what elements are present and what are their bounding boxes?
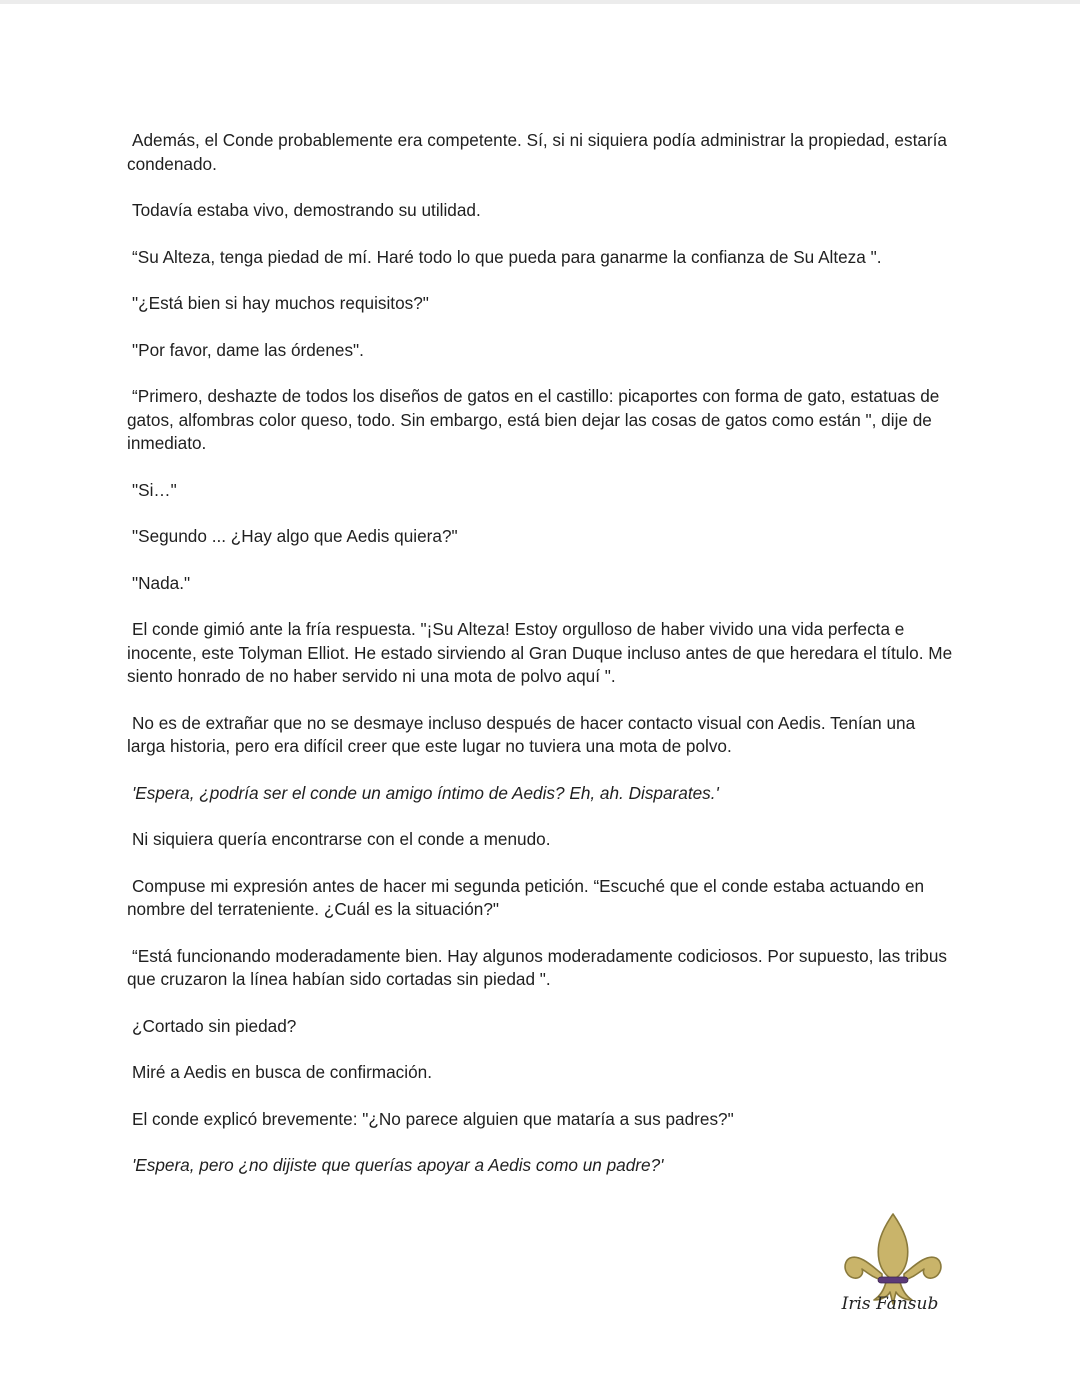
paragraph-17: Miré a Aedis en busca de confirmación. [132, 1062, 432, 1082]
watermark-text: Iris Fansub [841, 1294, 939, 1314]
document-body [127, 129, 957, 1201]
paragraph-18: El conde explicó brevemente: "¿No parece alguien que mataría a sus padres?" [132, 1108, 734, 1129]
paragraph-12: 'Espera, ¿podría ser el conde un amigo íntimo de Aedis? Eh, ah. Disparates.' [132, 782, 719, 803]
paragraph-2: Todavía estaba vivo, demostrando su utilidad. [132, 200, 481, 220]
paragraph-19: 'Espera, pero ¿no dijiste que querías apoyar a Aedis como un padre?' [132, 1155, 664, 1175]
paragraph-16: ¿Cortado sin piedad? [132, 1015, 297, 1036]
top-border-strip [0, 0, 1080, 4]
paragraph-7: "Si…" [132, 479, 177, 500]
paragraph-14: Compuse mi expresión antes de hacer mi segunda petición. “Escuché que el conde estaba actuando en nombre del terrateniente. ¿Cuál es la situación?" [127, 875, 925, 919]
paragraph-9: "Nada." [132, 572, 191, 593]
paragraph-1: Además, el Conde probablemente era competente. Sí, si ni siquiera podía administrar la propiedad, estaría condenado. [127, 130, 947, 174]
paragraph-13: Ni siquiera quería encontrarse con el conde a menudo. [132, 829, 551, 849]
paragraph-4: "¿Está bien si hay muchos requisitos?" [132, 293, 429, 313]
paragraph-10: El conde gimió ante la fría respuesta. "¡Su Alteza! Estoy orgulloso de haber vivido una vida perfecta e inocente, este Tolyman Elliot. He estado sirviendo al Gran Duque incluso antes de que heredara el título. Me siento honrado de no haber servido ni una mota de polvo aquí ". [127, 619, 953, 686]
paragraph-6: “Primero, deshazte de todos los diseños de gatos en el castillo: picaportes con forma de gato, estatuas de gatos, alfombras color queso, todo. Sin embargo, está bien dejar las cosas de gatos como están ", dije de inmediato. [127, 386, 940, 453]
paragraph-3: “Su Alteza, tenga piedad de mí. Haré todo lo que pueda para ganarme la confianza de Su Alteza ". [132, 246, 882, 267]
paragraph-15: “Está funcionando moderadamente bien. Hay algunos moderadamente codiciosos. Por supuesto, las tribus que cruzaron la línea habían sido cortadas sin piedad ". [127, 945, 947, 989]
paragraph-8: "Segundo ... ¿Hay algo que Aedis quiera?" [132, 526, 458, 546]
paragraph-5: "Por favor, dame las órdenes". [132, 339, 364, 360]
paragraph-11: No es de extrañar que no se desmaye incluso después de hacer contacto visual con Aedis. Tenían una larga historia, pero era difícil creer que este lugar no tuviera una mota de polvo. [127, 712, 916, 756]
